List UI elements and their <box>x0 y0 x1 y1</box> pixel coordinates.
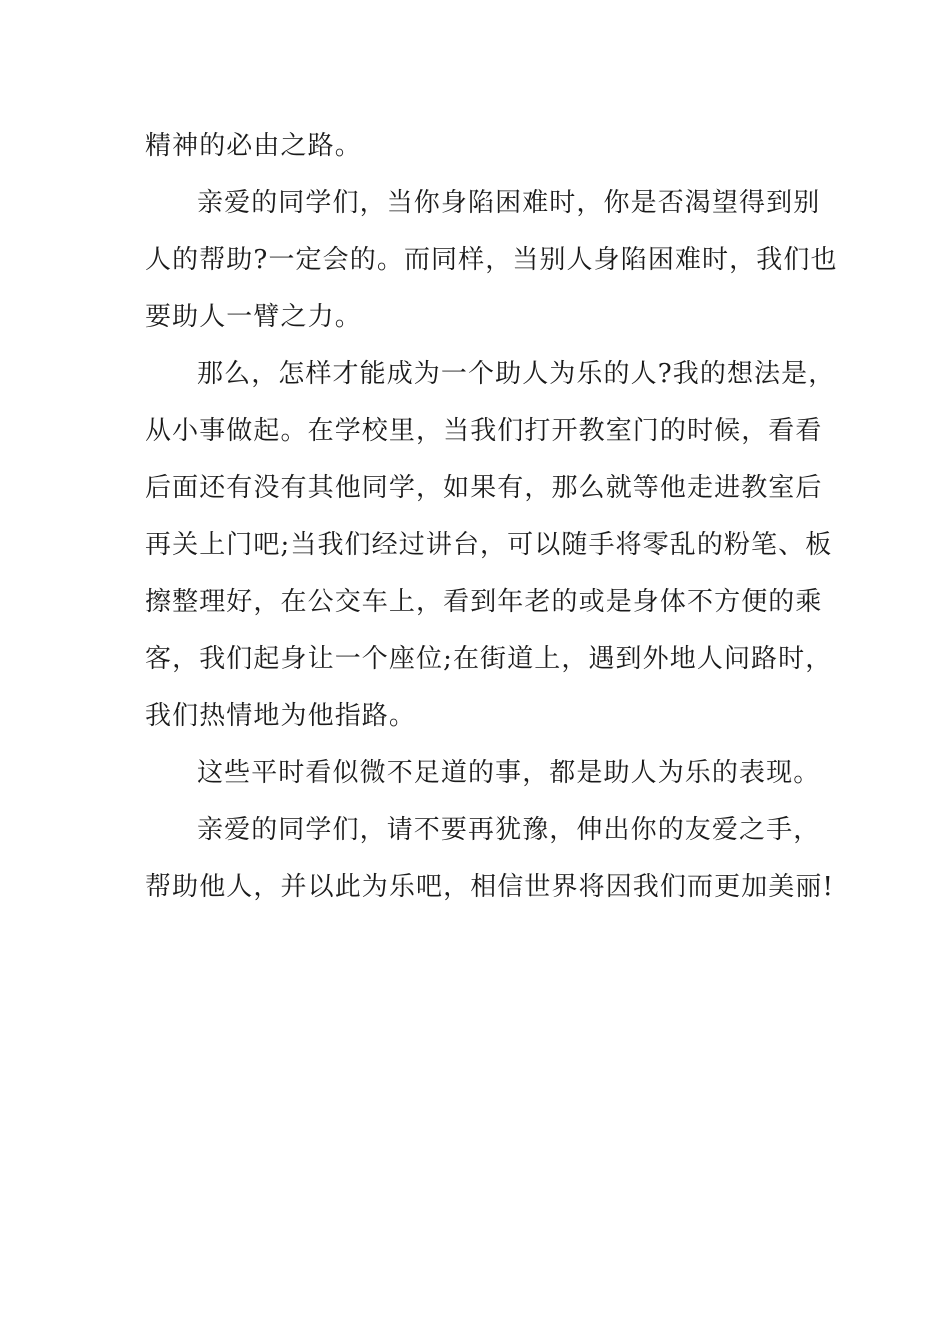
paragraph-5 <box>145 802 835 916</box>
paragraph-4 <box>145 745 821 802</box>
document-body <box>145 118 838 916</box>
paragraph-1 <box>145 118 807 175</box>
text-line: 人的帮助?一定会的。而同样，当别人身陷困难时，我们也 <box>145 245 838 275</box>
text-line: 亲爱的同学们，当你身陷困难时，你是否渴望得到别 <box>197 188 821 218</box>
paragraph-2 <box>145 175 838 346</box>
text-line: 要助人一臂之力。 <box>145 302 362 332</box>
text-line: 那么，怎样才能成为一个助人为乐的人?我的想法是， <box>197 359 836 389</box>
text-line: 擦整理好，在公交车上，看到年老的或是身体不方便的乘 <box>145 587 823 617</box>
paragraph-3 <box>145 346 836 745</box>
text-line: 从小事做起。在学校里，当我们打开教室门的时候，看看 <box>145 416 823 446</box>
text-line: 再关上门吧;当我们经过讲台，可以随手将零乱的粉笔、板 <box>145 530 833 560</box>
text-line: 帮助他人，并以此为乐吧，相信世界将因我们而更加美丽! <box>145 872 835 902</box>
text-line: 精神的必由之路。 <box>145 131 362 161</box>
text-line: 这些平时看似微不足道的事，都是助人为乐的表现。 <box>197 758 821 788</box>
text-line: 亲爱的同学们，请不要再犹豫，伸出你的友爱之手， <box>197 815 821 845</box>
text-line: 后面还有没有其他同学，如果有，那么就等他走进教室后 <box>145 473 823 503</box>
text-line: 客，我们起身让一个座位;在街道上，遇到外地人问路时， <box>145 644 833 674</box>
text-line: 我们热情地为他指路。 <box>145 701 417 731</box>
